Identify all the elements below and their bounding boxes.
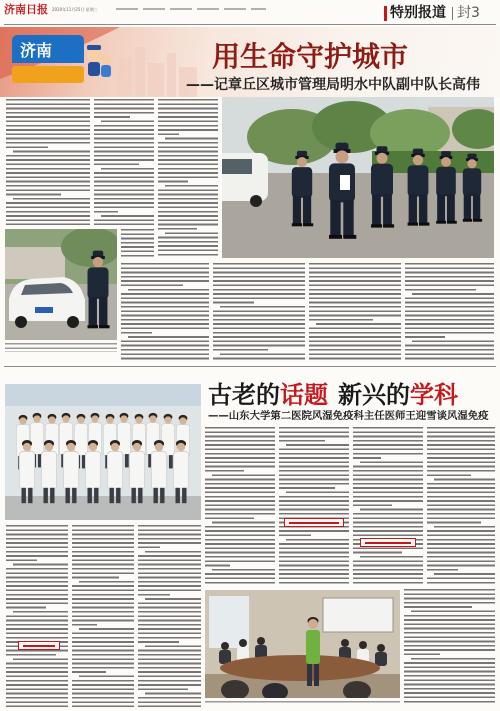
paragraph-indent (279, 444, 286, 447)
paragraph-indent (404, 657, 411, 660)
badge-mascots (87, 45, 112, 77)
paragraph-end (335, 487, 349, 490)
body-text-column (353, 427, 423, 584)
paragraph-indent (353, 508, 360, 511)
paragraph-end (440, 653, 495, 656)
paragraph-indent (158, 185, 165, 188)
paragraph-end (170, 593, 202, 596)
display-board (323, 598, 393, 632)
paragraph-end (481, 521, 495, 524)
headline-part: 新兴的 (338, 381, 410, 409)
paragraph-end (160, 546, 201, 549)
paragraph-indent (94, 167, 101, 170)
paragraph-end (268, 349, 305, 352)
paragraph-indent (353, 556, 360, 559)
paragraph-end (130, 116, 154, 119)
paragraph-indent (6, 150, 13, 153)
body-text-column (309, 263, 401, 362)
paragraph-end (37, 559, 68, 562)
paragraph-indent (121, 336, 128, 339)
editor-credits (116, 8, 266, 10)
paragraph-end (230, 564, 276, 567)
body-text-column (213, 263, 305, 362)
paragraph-indent (427, 478, 434, 481)
paragraph-end (152, 331, 209, 334)
paragraph-end (46, 606, 68, 609)
headline-part-highlight: 学科 (410, 381, 458, 409)
body-text-column (121, 263, 209, 362)
paragraph-indent (72, 628, 79, 631)
paragraph-indent (205, 521, 212, 524)
body-text-column (6, 99, 90, 225)
paragraph-indent (427, 573, 434, 576)
patrol-photo (222, 97, 494, 258)
paragraph-end (472, 606, 495, 609)
award-badge (8, 33, 112, 91)
officer-car-photo (5, 229, 117, 340)
paragraph-end (139, 163, 154, 166)
paragraph-end (311, 534, 350, 537)
body-text-column (6, 525, 68, 707)
paragraph-end (381, 457, 423, 460)
paragraph-end (179, 641, 201, 644)
section-divider (452, 7, 453, 20)
paragraph-indent (279, 491, 286, 494)
paragraph-indent (138, 598, 145, 601)
paragraph-indent (404, 610, 411, 613)
headline-part-highlight: 话题 (280, 381, 328, 409)
paragraph-indent (94, 120, 101, 123)
paragraph-end (373, 318, 401, 321)
body-text-column (279, 427, 349, 584)
paragraph-indent (72, 580, 79, 583)
paragraph-end (179, 133, 218, 136)
paragraph-end (119, 576, 135, 579)
building (5, 247, 65, 279)
medical-team-photo (5, 384, 201, 520)
paragraph-indent (213, 353, 220, 356)
badge-ribbon (12, 66, 84, 83)
subheading-box (284, 518, 344, 527)
paragraph-end (197, 228, 218, 231)
conference-table (220, 655, 380, 681)
paragraph-end (48, 146, 90, 149)
body-text-column (138, 525, 201, 707)
headline-part: 古老的 (208, 381, 280, 409)
wall-banner (5, 384, 201, 406)
article1-headline: 用生命守护城市 (212, 40, 409, 73)
subheading-box (360, 538, 416, 547)
section-title: 特别报道 (390, 5, 446, 21)
paragraph-indent (121, 288, 128, 291)
paragraph-end (97, 623, 134, 626)
paragraph-indent (158, 137, 165, 140)
paragraph-end (445, 336, 494, 339)
paragraph-end (476, 288, 494, 291)
article-separator (4, 366, 496, 367)
paragraph-end (254, 517, 275, 520)
body-text-column (121, 229, 154, 258)
page-number: 封3 (457, 5, 480, 21)
paragraph-end (183, 284, 209, 287)
article2-subtitle: ——山东大学第二医院风湿免疫科主任医师王迎雪谈风湿免疫 (208, 410, 489, 422)
paragraph-end (471, 474, 495, 477)
header-rule (4, 24, 496, 25)
paragraph-end (458, 568, 495, 571)
body-text-column (94, 99, 154, 225)
paragraph-indent (94, 215, 101, 218)
paragraph-indent (279, 538, 286, 541)
paragraph-end (188, 688, 201, 691)
section-marker (384, 6, 387, 21)
paragraph-end (118, 210, 154, 213)
paragraph-indent (405, 293, 412, 296)
paragraph-indent (6, 197, 13, 200)
paragraph-indent (353, 461, 360, 464)
subheading-text-mark (289, 522, 339, 524)
paragraph-indent (158, 232, 165, 235)
paragraph-indent (405, 340, 412, 343)
paragraph-indent (6, 563, 13, 566)
paragraph-end (61, 193, 90, 196)
paragraph-indent (138, 692, 145, 695)
paragraph-indent (138, 550, 145, 553)
body-text-column (405, 263, 494, 362)
paragraph-indent (72, 675, 79, 678)
meeting-photo (205, 590, 400, 698)
white-car (222, 153, 268, 207)
white-car (9, 277, 85, 328)
photo-caption (5, 343, 117, 352)
paragraph-indent (138, 645, 145, 648)
paragraph-indent (6, 611, 13, 614)
paragraph-end (106, 671, 134, 674)
paragraph-end (254, 301, 305, 304)
paragraph-end (56, 654, 68, 657)
paragraph-indent (6, 658, 13, 661)
paragraph-indent (309, 323, 316, 326)
subheading-text-mark (23, 645, 55, 647)
paragraph-end (188, 180, 218, 183)
body-text-column (205, 427, 275, 584)
body-text-column (427, 427, 495, 584)
paragraph-end (392, 504, 424, 507)
masthead-logo: 济南日报 (4, 3, 48, 16)
article2-headline (208, 381, 458, 409)
body-text-column (72, 525, 134, 707)
paragraph-indent (205, 568, 212, 571)
body-text-column (404, 589, 495, 704)
document-in-hand (340, 175, 350, 190)
body-text-column (158, 99, 218, 258)
article1-subtitle: ——记章丘区城市管理局明水中队副中队长高伟 (186, 77, 480, 93)
badge-city-text: 济南 (20, 41, 53, 60)
paragraph-indent (205, 474, 212, 477)
floor (5, 496, 201, 520)
paragraph-end (244, 470, 276, 473)
paragraph-end (325, 439, 350, 442)
photo-caption (205, 701, 400, 705)
paragraph-indent (427, 525, 434, 528)
issue-date: 2020年11月25日 星期三 (52, 7, 98, 12)
paragraph-indent (213, 306, 220, 309)
subheading-box (18, 641, 60, 650)
subheading-text-mark (365, 542, 411, 544)
paragraph-end (402, 551, 423, 554)
